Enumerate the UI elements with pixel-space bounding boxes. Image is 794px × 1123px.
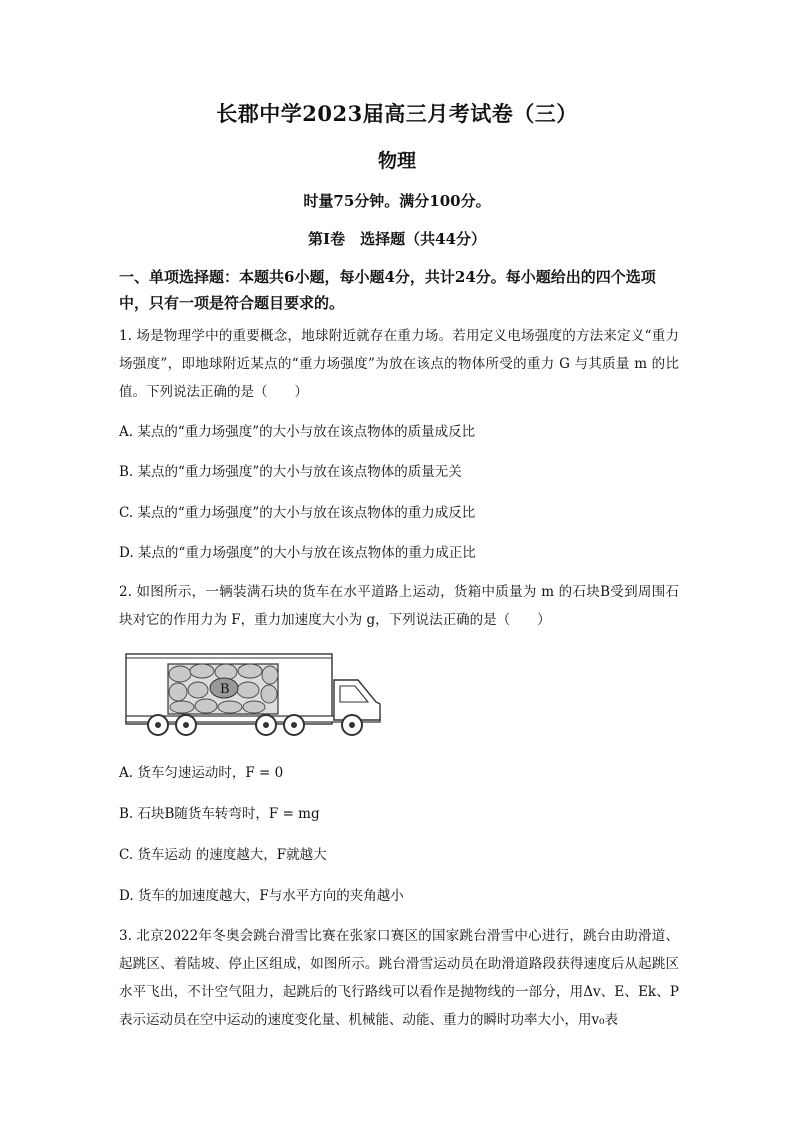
exam-time-info: 时量75分钟。满分100分。 [303,192,491,210]
question-3-stem: 3. 北京2022年冬奥会跳台滑雪比赛在张家口赛区的国家跳台滑雪中心进行，跳台由助滑道、起跳区、着陆坡、停止区组成，如图所示。跳台滑雪运动员在助滑道路段获得速度后从起跳区水平飞出，不计空气阻力，起跳后的飞行路线可以看作是抛物线的一部分，用Δv、E、Ek、P表示运动员在空中运动的速度变化量、机械能、动能、重力的瞬时功率大小，用v₀表 [119,928,679,1028]
question-2-stem: 2. 如图所示，一辆装满石块的货车在水平道路上运动，货箱中质量为 m 的石块B受到周围石块对它的作用力为 F，重力加速度大小为 g，下列说法正确的是（ ） [119,584,679,628]
page-title: 长郡中学2023届高三月考试卷（三） [216,101,578,126]
part-heading: 第I卷 选择题（共44分） [308,230,486,248]
question-2-option-b: B. 石块B随货车转弯时，F = mg [119,806,320,822]
question-2-option-d: D. 货车的加速度越大，F与水平方向的夹角越小 [119,888,404,904]
rock-b-label: B [220,682,230,697]
truck-figure [122,650,384,740]
subject-title: 物理 [377,150,416,172]
question-1-option-a: A. 某点的“重力场强度”的大小与放在该点物体的质量成反比 [119,424,476,440]
question-1-option-c: C. 某点的“重力场强度”的大小与放在该点物体的重力成反比 [119,505,476,521]
question-1-option-b: B. 某点的“重力场强度”的大小与放在该点物体的质量无关 [119,464,462,480]
section-heading: 一、单项选择题：本题共6小题，每小题4分，共计24分。每小题给出的四个选项中，只有一项是符合题目要求的。 [119,268,656,312]
question-2-option-c: C. 货车运动 的速度越大，F就越大 [119,847,327,863]
question-1-stem: 1. 场是物理学中的重要概念，地球附近就存在重力场。若用定义电场强度的方法来定义“重力场强度”，即地球附近某点的“重力场强度”为放在该点的物体所受的重力 G 与其质量 m 的比值。下列说法正确的是（ ） [119,328,679,400]
question-1-option-d: D. 某点的“重力场强度”的大小与放在该点物体的重力成正比 [119,545,476,561]
question-2-option-a: A. 货车匀速运动时，F = 0 [119,765,284,781]
